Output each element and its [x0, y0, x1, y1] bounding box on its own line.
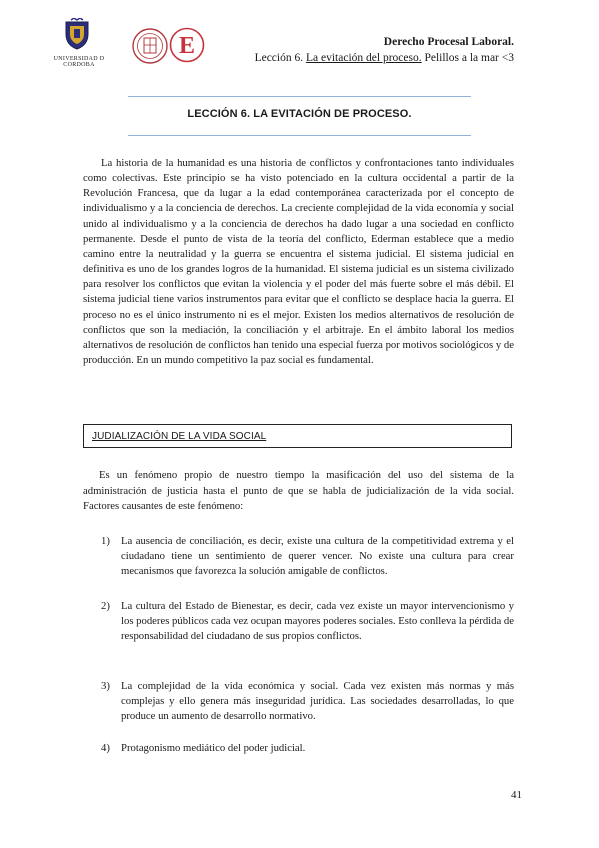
list-item-number: 2): [101, 600, 110, 612]
section-title: JUDIALIZACIÓN DE LA VIDA SOCIAL: [92, 431, 267, 442]
subtitle-underlined: La evitación del proceso.: [306, 52, 422, 64]
page-number: 41: [511, 789, 522, 801]
lesson-title: LECCIÓN 6. LA EVITACIÓN DE PROCESO.: [187, 108, 412, 120]
lesson-subtitle: [255, 52, 514, 64]
list-item: [101, 741, 514, 756]
list-item: [101, 599, 514, 645]
course-title: Derecho Procesal Laboral.: [383, 36, 514, 48]
letter-logo-glyph: E: [178, 33, 196, 59]
list-item-number: 3): [101, 680, 110, 692]
list-item-number: 4): [101, 742, 110, 754]
section-heading-box: [83, 424, 512, 448]
title-rule-top: [128, 96, 471, 97]
faculty-seal-icon: [131, 27, 169, 65]
crest-icon: [62, 18, 92, 50]
letter-logo-icon: [169, 27, 205, 63]
list-item-text: La ausencia de conciliación, es decir, existe una cultura de la competitividad extrema y el ciudadano tiene un sentimiento de querer vencer. No existe una cultura para crear mecanismos que favorezca la solución amigable de conflictos.: [121, 535, 514, 578]
list-item: [101, 679, 514, 725]
list-item-text: La cultura del Estado de Bienestar, es decir, cada vez existe un mayor intervencionismo y los poderes públicos cada vez ocupan mayores poderes sociales. Esto conlleva la pérdida de responsabilidad del ciudadano de sus propios conflictos.: [121, 600, 514, 643]
subtitle-suffix: Pelillos a la mar <3: [421, 52, 514, 64]
list-item-text: Protagonismo mediático del poder judicial.: [121, 742, 306, 754]
list-item: [101, 534, 514, 580]
title-rule-bottom: [128, 135, 471, 136]
intro-paragraph: La historia de la humanidad es una historia de conflictos y confrontaciones tanto individuales como colectivas. Este principio se ha visto potenciado en la cultura occidental a partir de la Revolución Francesa, que da lugar a la edad contemporánea caracterizada por el concepto de individualismo y a la conciencia de derechos. La creciente complejidad de la vida economía y social unido al individualismo y a la conciencia de derechos ha dado lugar a una sociedad en conflicto permanente. Desde el punto de vista de la teoría del conflicto, Ederman establece que a medio camino entre la neutralidad y la guerra se encuentra el sistema judicial. El sistema judicial en definitiva es uno de los grandes logros de la humanidad. El sistema judicial es un sistema civilizado para resolver los conflictos que evitan la violencia y el poder del más fuerte sobre el más débil. El sistema judicial tiene varios instrumentos para evitar que el conflicto se desplace hacia la guerra. El proceso no es el único instrumento ni es el mejor. Existen los medios alternativos de resolución de conflictos que son la mediación, la conciliación y el arbitraje. En el ámbito laboral los medios alternativos de resolución de conflictos han tenido una especial fuerza por motivos sociológicos y de producción. En un mundo competitivo la paz social es fundamental.: [83, 157, 514, 367]
subtitle-prefix: Lección 6.: [254, 52, 306, 64]
section-paragraph: Es un fenómeno propio de nuestro tiempo la masificación del uso del sistema de la administración de justicia hasta el punto de que se habla de judicialización de la vida social. Factores causantes de este fenómeno:: [83, 469, 514, 513]
list-item-text: La complejidad de la vida económica y social. Cada vez existen más normas y más complejas y ello genera más inseguridad jurídica. Las sociedades desarrolladas, lo que produce un aumento de desarrollo normativo.: [121, 680, 514, 723]
university-logo-text: UNIVERSIDAD D CORDOBA: [53, 56, 105, 68]
list-item-number: 1): [101, 535, 110, 547]
